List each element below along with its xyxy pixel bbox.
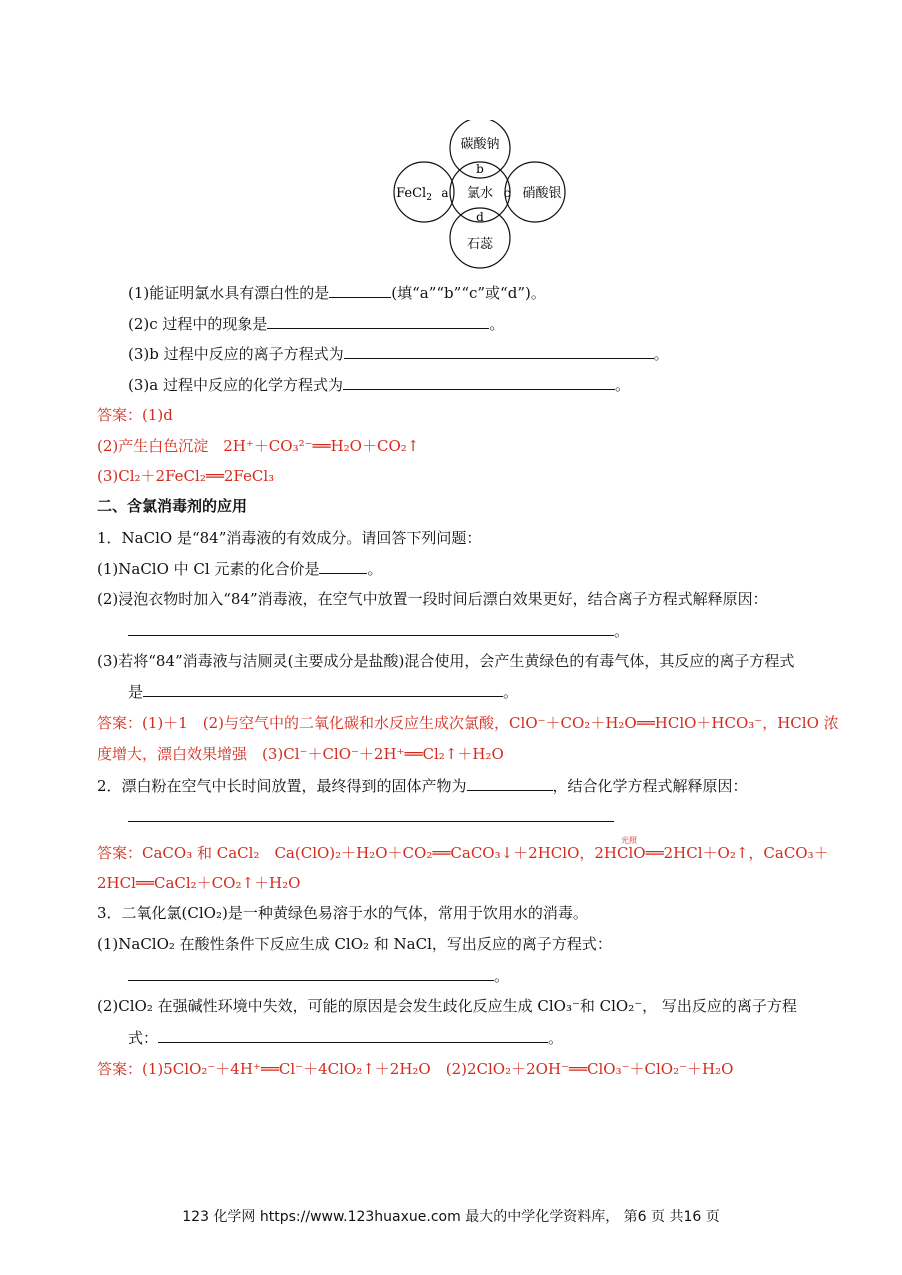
answer-1-line3: (3)Cl₂＋2FeCl₂══2FeCl₃: [97, 467, 275, 485]
answer-blank[interactable]: [467, 775, 553, 791]
answer-blank[interactable]: [329, 282, 391, 298]
q2-3-stem: 3．二氧化氯(ClO₂)是一种黄绿色易溶于水的气体，常用于饮用水的消毒。: [97, 904, 588, 922]
answer-2-1-line2: 度增大，漂白效果增强 (3)Cl⁻＋ClO⁻＋2H⁺══Cl₂↑＋H₂O: [97, 745, 504, 763]
label-bottom: 石蕊: [466, 237, 494, 252]
answer-blank[interactable]: [319, 558, 367, 574]
q1-part2: (2)c 过程中的现象是 。: [128, 315, 505, 333]
answer-blank[interactable]: [158, 1027, 548, 1043]
label-a: a: [441, 186, 449, 200]
label-b: b: [476, 162, 484, 176]
answer-1-line2: (2)产生白色沉淀 2H⁺＋CO₃²⁻══H₂O＋CO₂↑: [97, 437, 420, 455]
q2-3-part2-answer: 式： 。: [128, 1029, 564, 1047]
answer-2-3-line1: 答案：(1)5ClO₂⁻＋4H⁺══Cl⁻＋4ClO₂↑＋2H₂O (2)2ClO₂＋2OH⁻══ClO₃⁻＋ClO₂⁻＋H₂O: [97, 1060, 734, 1078]
label-right: 硝酸银: [522, 186, 562, 201]
answer-2-2-line2: 2HCl══CaCl₂＋CO₂↑＋H₂O: [97, 874, 301, 892]
label-center: 氯水: [466, 186, 494, 201]
answer-blank[interactable]: [344, 343, 654, 359]
label-d: d: [476, 210, 484, 224]
answer-blank[interactable]: [267, 313, 489, 329]
q1-part3: (3)b 过程中反应的离子方程式为 。: [128, 345, 669, 363]
answer-2-1-line1: 答案：(1)＋1 (2)与空气中的二氧化碳和水反应生成次氯酸，ClO⁻＋CO₂＋H₂O══HClO＋HCO₃⁻，HClO 浓: [97, 714, 839, 732]
q2-3-part2: (2)ClO₂ 在强碱性环境中失效，可能的原因是会发生歧化反应生成 ClO₃⁻和 ClO₂⁻， 写出反应的离子方程: [97, 997, 797, 1015]
q2-3-part1: (1)NaClO₂ 在酸性条件下反应生成 ClO₂ 和 NaCl，写出反应的离子方程式：: [97, 935, 612, 953]
q2-1-part2-answer: 。: [128, 620, 629, 641]
label-left: FeCl$_2$: [396, 186, 432, 203]
q1-part4: (3)a 过程中反应的化学方程式为 。: [128, 376, 630, 394]
light-condition-label: 光照: [621, 836, 637, 845]
label-top: 碳酸钠: [460, 137, 500, 152]
answer-blank[interactable]: [128, 806, 614, 822]
q1-part1: (1)能证明氯水具有漂白性的是 (填“a”“b”“c”或“d”)。: [128, 284, 546, 302]
q2-1-part2: (2)浸泡衣物时加入“84”消毒液，在空气中放置一段时间后漂白效果更好，结合离子方程式解释原因：: [97, 590, 768, 608]
q2-2-stem: 2．漂白粉在空气中长时间放置，最终得到的固体产物为 ，结合化学方程式解释原因：: [97, 777, 748, 795]
section-heading: 二、含氯消毒剂的应用: [97, 497, 248, 515]
label-c: c: [503, 186, 511, 200]
page-footer: 123 化学网 https://www.123huaxue.com 最大的中学化学资料库， 第6 页 共16 页: [182, 1209, 720, 1225]
answer-blank[interactable]: [143, 681, 503, 697]
answer-blank[interactable]: [128, 965, 494, 981]
answer-blank[interactable]: [343, 374, 615, 390]
answer-2-2-line1: 答案：CaCO₃ 和 CaCl₂ Ca(ClO)₂＋H₂O＋CO₂══CaCO₃↓＋2HClO，2HClO══2HCl＋O₂↑，CaCO₃＋: [97, 844, 829, 862]
answer-1-line1: 答案：(1)d: [97, 406, 173, 424]
q2-1-part3-answer: 是 。: [128, 683, 519, 701]
answer-blank[interactable]: [128, 620, 614, 636]
q2-2-answer-line: [128, 806, 614, 827]
q2-1-stem: 1．NaClO 是“84”消毒液的有效成分。请回答下列问题：: [97, 529, 482, 547]
chlorine-water-diagram: [388, 120, 578, 270]
q2-1-part3: (3)若将“84”消毒液与洁厕灵(主要成分是盐酸)混合使用，会产生黄绿色的有毒气体，其反应的离子方程式: [97, 652, 795, 670]
q2-3-part1-answer: 。: [128, 965, 509, 986]
q2-1-part1: (1)NaClO 中 Cl 元素的化合价是 。: [97, 560, 383, 578]
